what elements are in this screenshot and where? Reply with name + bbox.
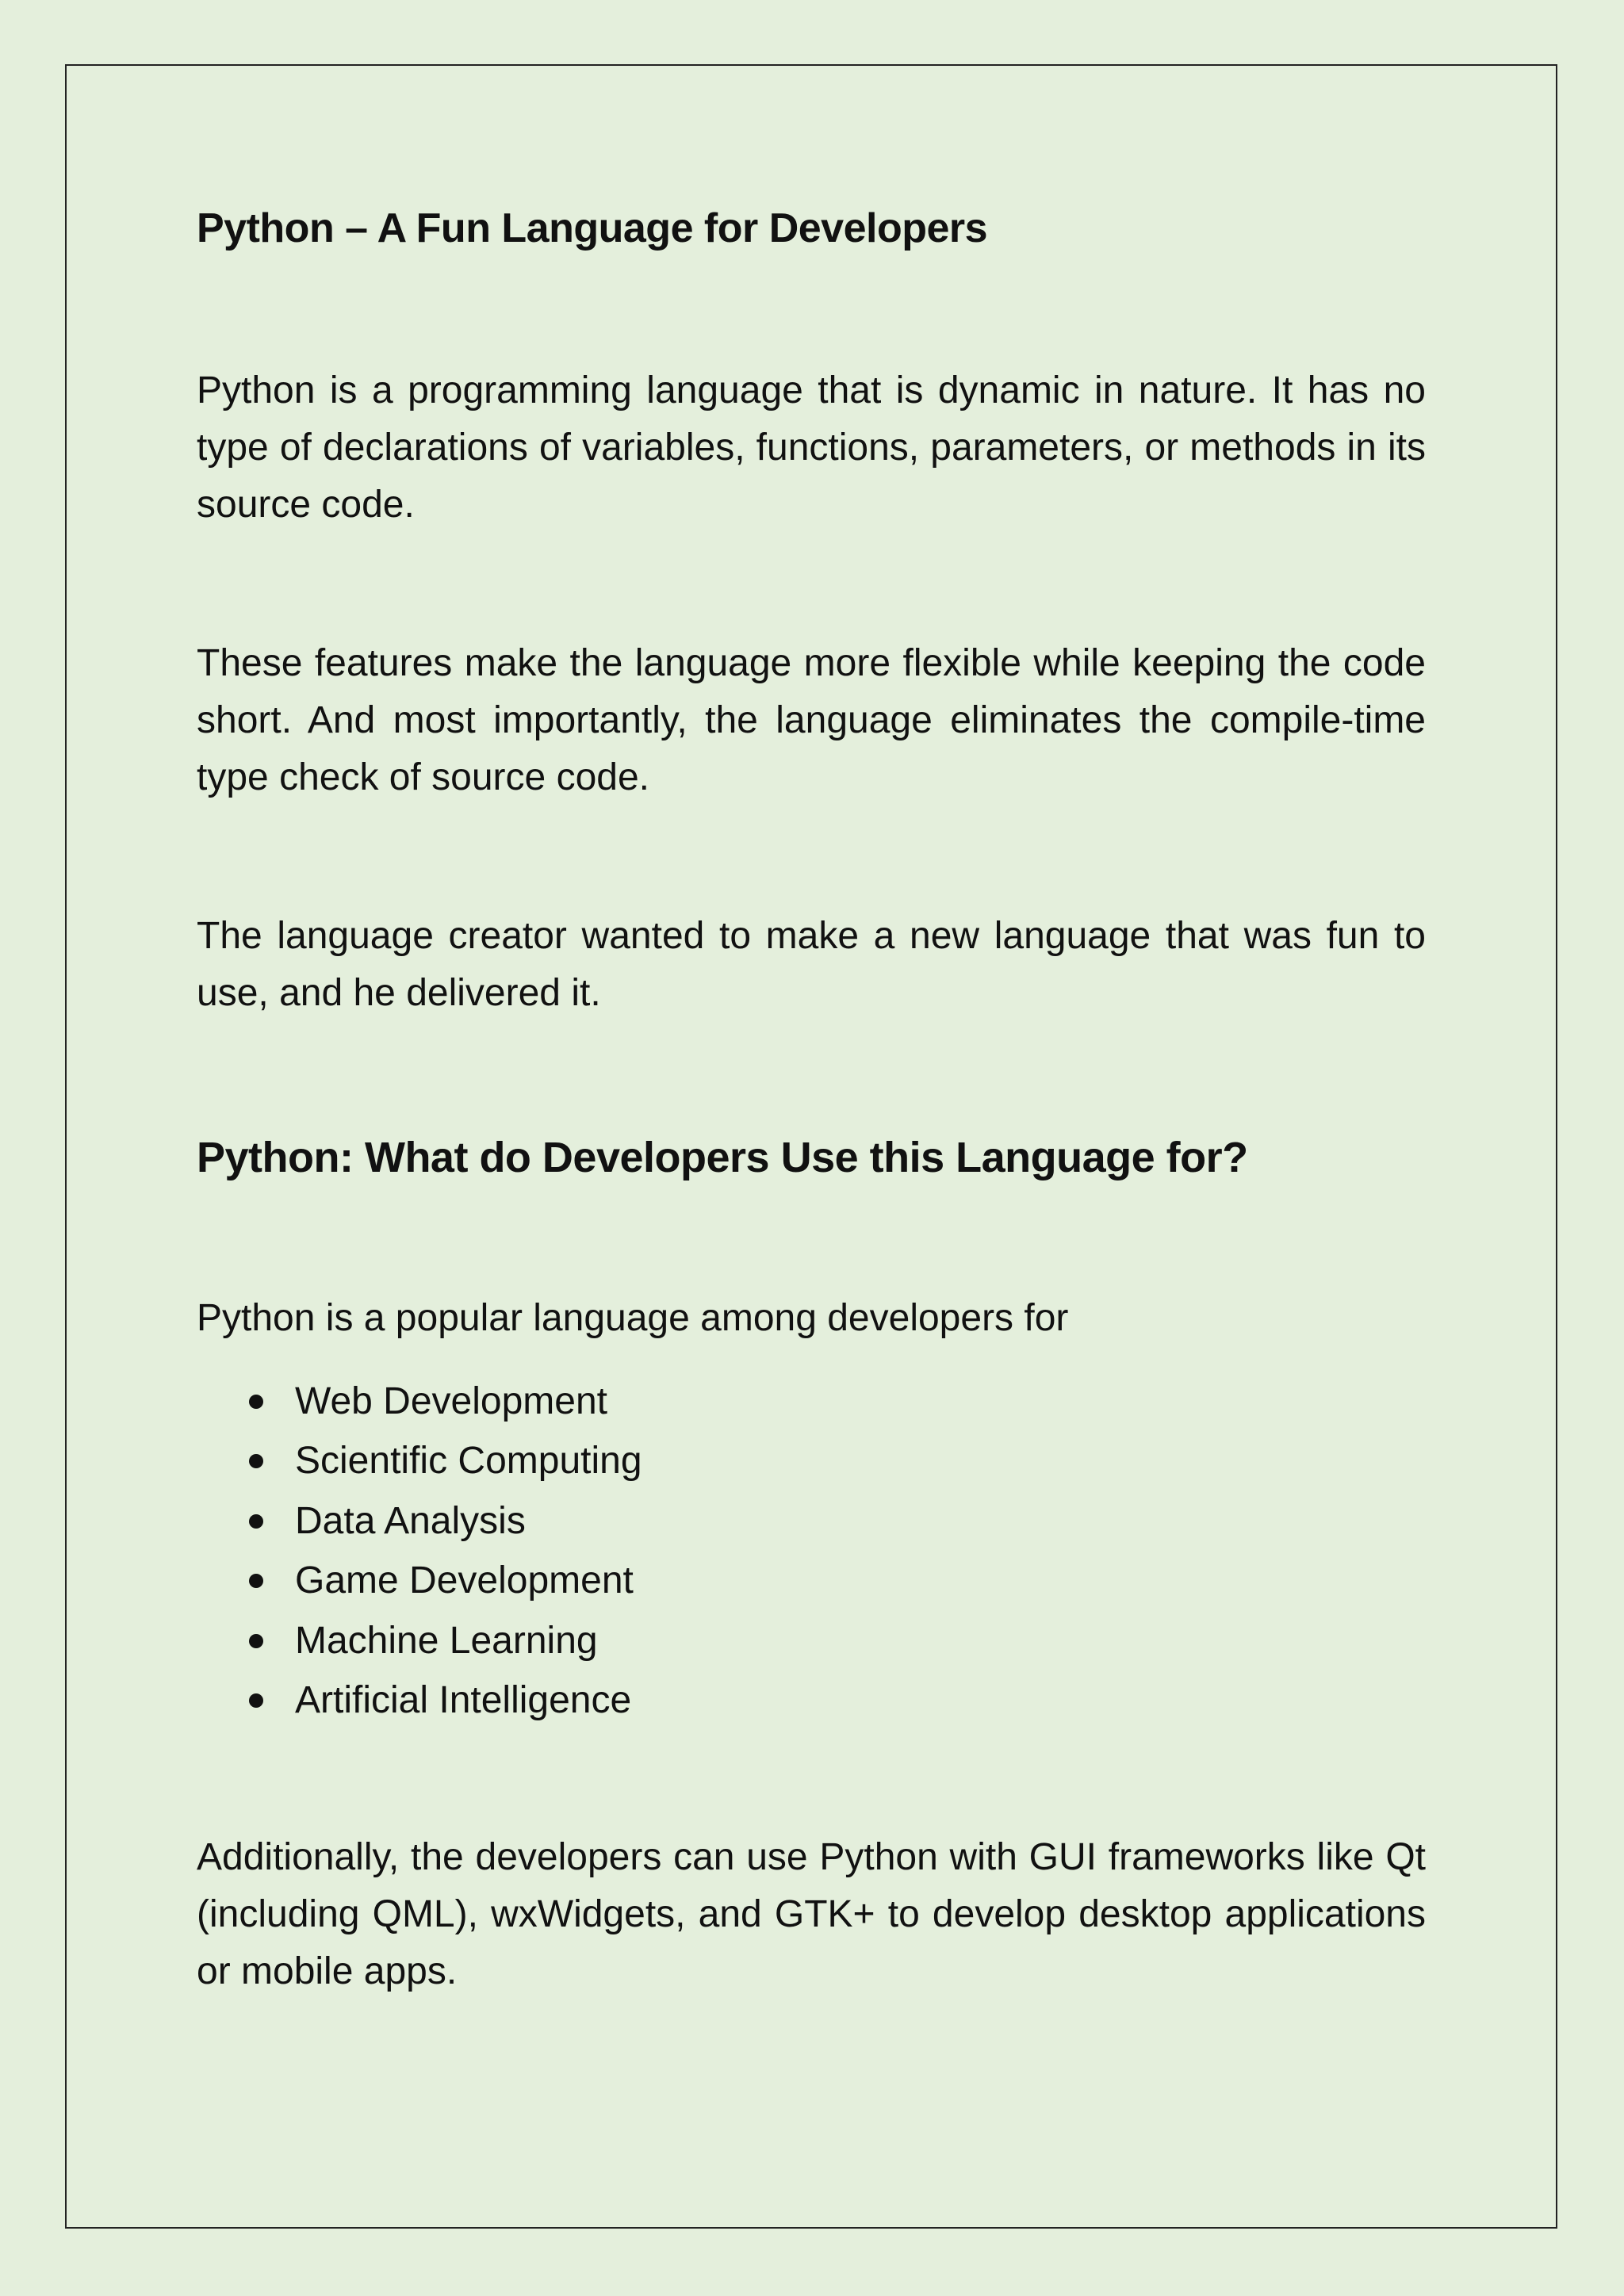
list-item-label: Game Development [295, 1559, 634, 1602]
intro-paragraph: Python is a programming language that is dynamic in nature. It has no type of declarations of variables, functions, parameters, or methods in its source code. [197, 369, 1426, 526]
uses-intro-paragraph: Python is a popular language among developers for [197, 1297, 1069, 1339]
creator-paragraph: The language creator wanted to make a new language that was fun to use, and he delivered it. [197, 915, 1426, 1014]
list-item [197, 1551, 642, 1610]
bullet-icon [249, 1693, 263, 1708]
bullet-icon [249, 1454, 263, 1468]
bullet-icon [249, 1574, 263, 1588]
page-title: Python – A Fun Language for Developers [197, 205, 988, 251]
list-item [197, 1611, 642, 1670]
list-item [197, 1372, 642, 1431]
list-item-label: Machine Learning [295, 1619, 598, 1662]
use-case-list [197, 1372, 642, 1730]
list-item [197, 1670, 642, 1730]
bullet-icon [249, 1634, 263, 1648]
list-item-label: Scientific Computing [295, 1440, 642, 1483]
list-item-label: Web Development [295, 1380, 607, 1422]
bullet-icon [249, 1395, 263, 1409]
list-item-label: Artificial Intelligence [295, 1678, 632, 1721]
gui-frameworks-paragraph: Additionally, the developers can use Python with GUI frameworks like Qt (including QML), wxWidgets, and GTK+ to develop desktop applications or mobile apps. [197, 1836, 1426, 1992]
section-heading: Python: What do Developers Use this Language for? [197, 1134, 1248, 1181]
list-item [197, 1431, 642, 1490]
features-paragraph: These features make the language more flexible while keeping the code short. And most importantly, the language eliminates the compile-time type check of source code. [197, 642, 1426, 798]
list-item-label: Data Analysis [295, 1499, 526, 1542]
bullet-icon [249, 1514, 263, 1529]
list-item [197, 1491, 642, 1551]
